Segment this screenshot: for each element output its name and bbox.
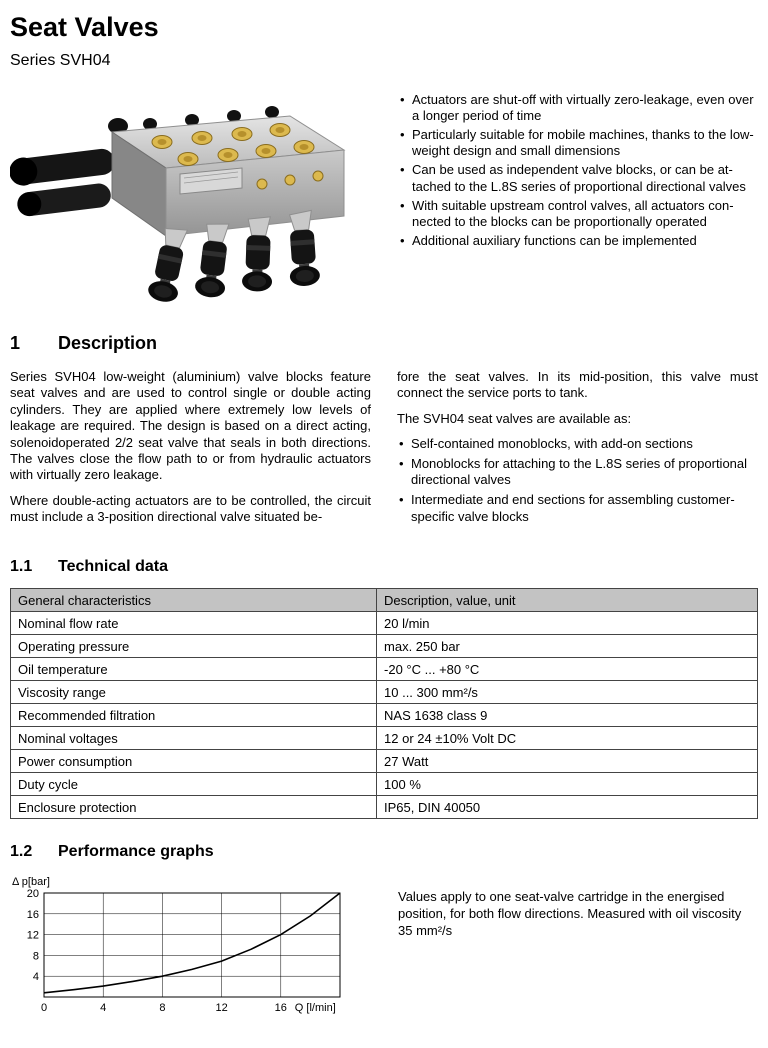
table-row	[11, 773, 758, 796]
svg-text:Q [l/min]: Q [l/min]	[294, 1002, 336, 1015]
feature-item: • Additional auxiliary functions can be implemented	[398, 233, 758, 249]
section-technical-data-heading	[10, 558, 758, 576]
technical-data-table	[10, 588, 758, 819]
feature-item: • Particularly suitable for mobile machines, thanks to the low-weight design and small dimensions	[398, 127, 758, 159]
svg-text:Δ p[bar]: Δ p[bar]	[12, 876, 50, 889]
table-cell: 12 or 24 ±10% Volt DC	[377, 727, 758, 750]
table-row	[11, 681, 758, 704]
section-title: Performance graphs	[58, 843, 214, 861]
svg-text:4: 4	[32, 971, 39, 984]
section-number: 1	[10, 333, 21, 353]
table-row	[11, 750, 758, 773]
table-cell: -20 °C ... +80 °C	[377, 658, 758, 681]
paragraph: Series SVH04 low-weight (aluminium) valve blocks feature seat valves and are used to control single or double acting cylinders. They are applied where extremely low levels of leakage are required. The design is based on a direct acting, solenoidoperated 2/2 seat valve that seals in both directions. The valves close the flow path to or from hydraulic actuators with virtually zero leakage.	[10, 369, 371, 483]
feature-item: • Can be used as independent valve blocks, or can be at-tached to the L.8S series of proportional directional valves	[398, 162, 758, 194]
list-item: • Intermediate and end sections for assembling customer-specific valve blocks	[397, 492, 758, 524]
section-title: Technical data	[58, 558, 168, 576]
table-cell: 20 l/min	[377, 612, 758, 635]
feature-item: • With suitable upstream control valves, all actuators con-nected to the blocks can be proportionally operated	[398, 198, 758, 230]
table-cell: Operating pressure	[11, 635, 377, 658]
svg-text:8: 8	[159, 1002, 166, 1015]
paragraph: Where double-acting actuators are to be controlled, the circuit must include a 3-position directional valve situated be-	[10, 492, 371, 524]
description-body	[10, 369, 758, 534]
availability-list	[397, 436, 758, 525]
table-cell: NAS 1638 class 9	[377, 704, 758, 727]
description-column-2	[397, 369, 758, 534]
table-cell: 27 Watt	[377, 750, 758, 773]
table-row	[11, 727, 758, 750]
list-item: • Self-contained monoblocks, with add-on sections	[397, 436, 758, 452]
features-list	[398, 92, 758, 307]
performance-section	[10, 873, 758, 1020]
table-cell: IP65, DIN 40050	[377, 796, 758, 819]
table-cell: Power consumption	[11, 750, 377, 773]
table-header-row	[11, 589, 758, 612]
performance-chart	[10, 873, 398, 1020]
table-cell: Viscosity range	[11, 681, 377, 704]
page-subtitle: Series SVH04	[10, 52, 111, 69]
table-row	[11, 635, 758, 658]
section-title: Description	[58, 333, 158, 353]
pressure-flow-graph	[10, 875, 355, 1015]
product-photo	[10, 92, 398, 307]
table-row	[11, 796, 758, 819]
svg-text:16: 16	[274, 1002, 287, 1015]
paragraph: The SVH04 seat valves are available as:	[397, 410, 632, 426]
section-number: 1.1	[10, 558, 33, 576]
section-number: 1.2	[10, 843, 33, 861]
table-cell: Oil temperature	[11, 658, 377, 681]
table-row	[11, 704, 758, 727]
svg-text:12: 12	[215, 1002, 228, 1015]
table-header-cell: Description, value, unit	[377, 589, 758, 612]
svg-text:4: 4	[100, 1002, 107, 1015]
section-description-heading	[10, 333, 758, 354]
table-header-cell: General characteristics	[11, 589, 377, 612]
table-cell: 100 %	[377, 773, 758, 796]
table-cell: Duty cycle	[11, 773, 377, 796]
performance-note: Values apply to one seat-valve cartridge in the energised position, for both flow directions. Measured with oil viscosity 35 mm²/s	[398, 889, 742, 939]
feature-item: • Actuators are shut-off with virtually zero-leakage, even over a longer period of time	[398, 92, 758, 124]
list-item: • Monoblocks for attaching to the L.8S series of proportional directional valves	[397, 456, 758, 488]
table-row	[11, 612, 758, 635]
description-column-1	[10, 369, 371, 534]
table-cell: Nominal flow rate	[11, 612, 377, 635]
page-title: Seat Valves	[10, 12, 159, 42]
table-cell: max. 250 bar	[377, 635, 758, 658]
svg-text:16: 16	[26, 909, 39, 922]
valve-block-illustration	[10, 92, 398, 302]
table-cell: 10 ... 300 mm²/s	[377, 681, 758, 704]
table-cell: Nominal voltages	[11, 727, 377, 750]
svg-text:8: 8	[32, 950, 39, 963]
table-row	[11, 658, 758, 681]
section-performance-graphs-heading	[10, 843, 758, 861]
table-cell: Enclosure protection	[11, 796, 377, 819]
intro-section	[10, 92, 758, 307]
svg-text:0: 0	[40, 1002, 48, 1015]
svg-text:20: 20	[26, 888, 39, 901]
paragraph: fore the seat valves. In its mid-position, this valve must connect the service ports to tank.	[397, 369, 758, 401]
table-cell: Recommended filtration	[11, 704, 377, 727]
svg-text:12: 12	[26, 929, 39, 942]
